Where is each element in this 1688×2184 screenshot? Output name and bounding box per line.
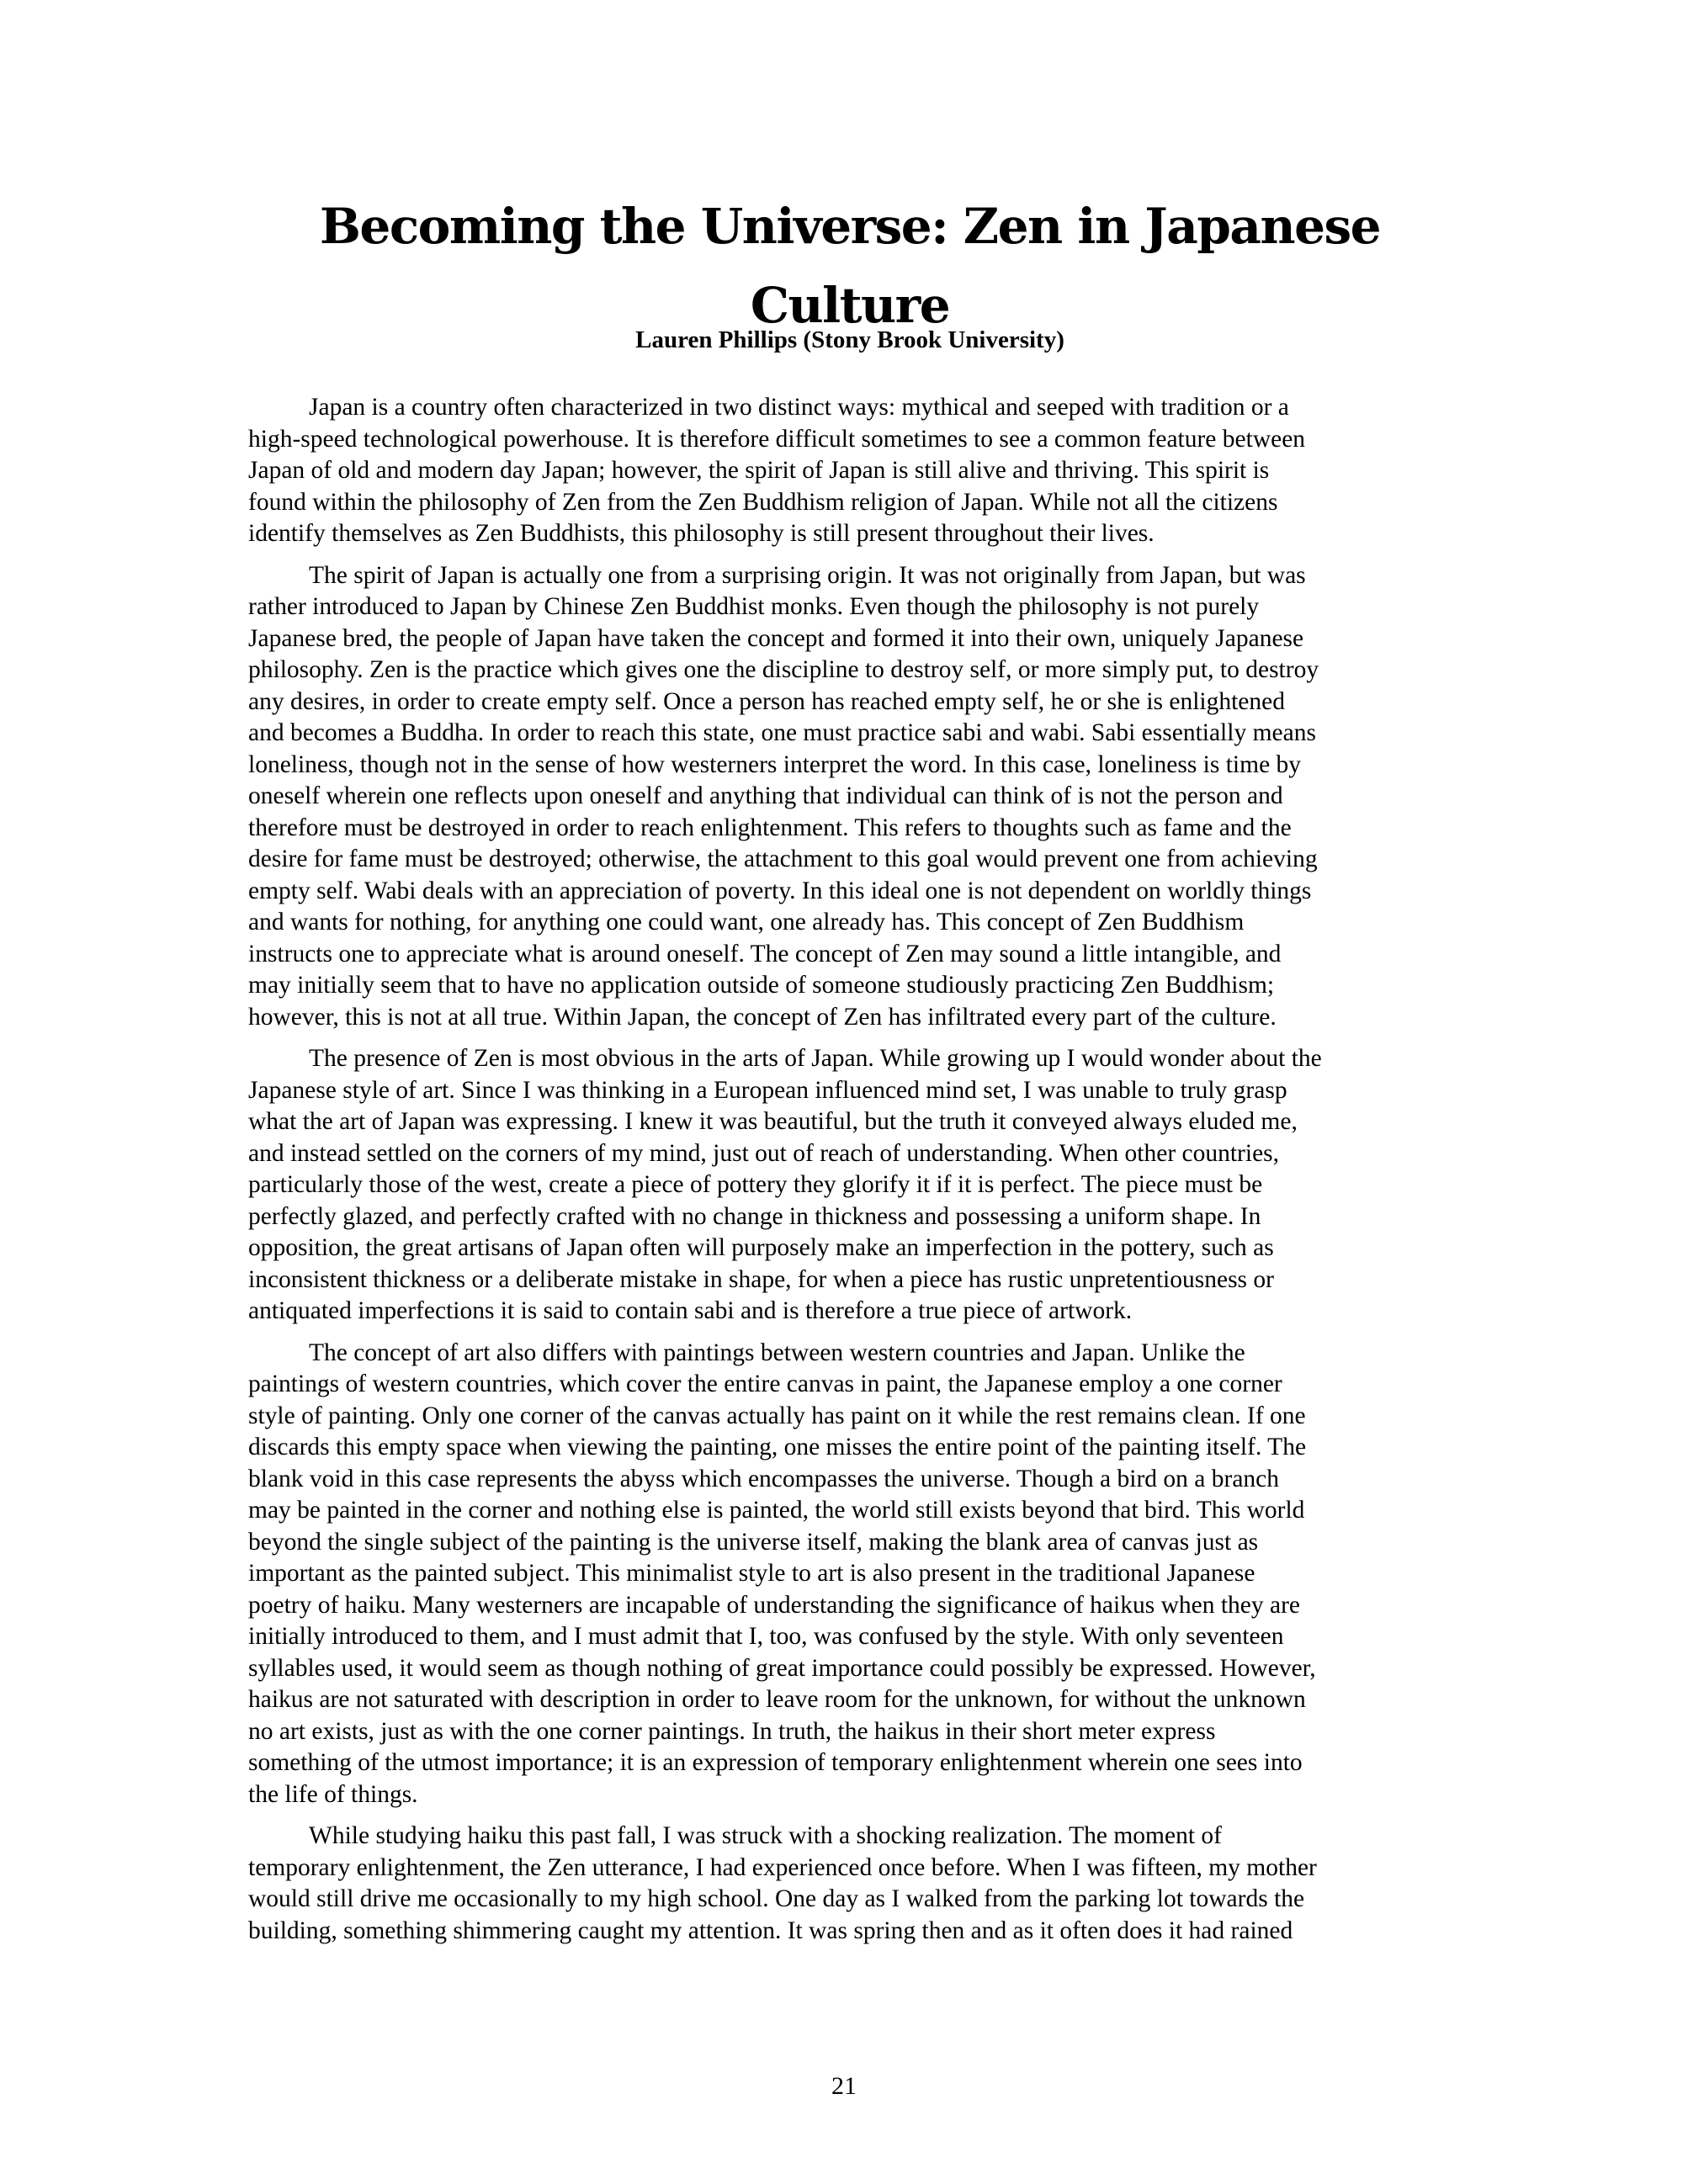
text-line: inconsistent thickness or a deliberate mistake in shape, for when a piece has rustic unpretentiousness or <box>248 1265 1274 1293</box>
text-line: and instead settled on the corners of my mind, just out of reach of understanding. When other countries, <box>248 1139 1280 1167</box>
text-line: particularly those of the west, create a piece of pottery they glorify it if it is perfect. The piece must be <box>248 1171 1263 1198</box>
text-line: found within the philosophy of Zen from the Zen Buddhism religion of Japan. While not all the citizens <box>248 488 1278 516</box>
text-line: Japanese bred, the people of Japan have taken the concept and formed it into their own, uniquely Japanese <box>248 624 1304 652</box>
text-line: Japan is a country often characterized in two distinct ways: mythical and seeped with tradition or a <box>309 394 1289 421</box>
text-line: no art exists, just as with the one corner paintings. In truth, the haikus in their short meter express <box>248 1717 1216 1745</box>
page-number: 21 <box>831 2072 857 2100</box>
text-line: The concept of art also differs with paintings between western countries and Japan. Unlike the <box>309 1338 1245 1366</box>
text-line: philosophy. Zen is the practice which gives one the discipline to destroy self, or more simply put, to destroy <box>248 656 1319 683</box>
text-line: and wants for nothing, for anything one could want, one already has. This concept of Zen Buddhism <box>248 909 1245 936</box>
text-line: any desires, in order to create empty self. Once a person has reached empty self, he or she is enlightened <box>248 687 1285 715</box>
text-line: poetry of haiku. Many westerners are incapable of understanding the significance of haikus when they are <box>248 1591 1301 1619</box>
text-line: desire for fame must be destroyed; otherwise, the attachment to this goal would prevent one from achieving <box>248 846 1318 872</box>
text-line: oneself wherein one reflects upon oneself and anything that individual can think of is not the person and <box>248 782 1283 809</box>
text-line: therefore must be destroyed in order to reach enlightenment. This refers to thoughts such as fame and the <box>248 814 1292 841</box>
text-line: blank void in this case represents the abyss which encompasses the universe. Though a bird on a branch <box>248 1465 1280 1492</box>
body-paragraph <box>248 1821 1460 1947</box>
text-line: haikus are not saturated with description in order to leave room for the unknown, for without the unknown <box>248 1686 1306 1713</box>
text-line: style of painting. Only one corner of the canvas actually has paint on it while the rest remains clean. If one <box>248 1402 1306 1429</box>
text-line: loneliness, though not in the sense of how westerners interpret the word. In this case, loneliness is time by <box>248 750 1302 778</box>
body-paragraph <box>248 1338 1460 1811</box>
text-line: Japanese style of art. Since I was thinking in a European influenced mind set, I was unable to truly grasp <box>248 1076 1287 1104</box>
text-line: The presence of Zen is most obvious in the arts of Japan. While growing up I would wonder about the <box>309 1045 1322 1072</box>
body-paragraph <box>248 560 1460 1034</box>
text-line: may be painted in the corner and nothing else is painted, the world still exists beyond that bird. This world <box>248 1497 1305 1524</box>
text-line: identify themselves as Zen Buddhists, this philosophy is still present throughout their lives. <box>248 520 1155 547</box>
text-line: high-speed technological powerhouse. It is therefore difficult sometimes to see a common feature between <box>248 425 1306 453</box>
article-body <box>248 392 1460 1957</box>
text-line: paintings of western countries, which cover the entire canvas in paint, the Japanese employ a one corner <box>248 1370 1282 1397</box>
text-line: however, this is not at all true. Within Japan, the concept of Zen has infiltrated every part of the culture. <box>248 1003 1277 1031</box>
text-line: The spirit of Japan is actually one from a surprising origin. It was not originally from Japan, but was <box>309 561 1306 589</box>
text-line: instructs one to appreciate what is around oneself. The concept of Zen may sound a little intangible, and <box>248 940 1282 967</box>
text-line: what the art of Japan was expressing. I knew it was beautiful, but the truth it conveyed always eluded me, <box>248 1108 1298 1135</box>
text-line: the life of things. <box>248 1780 418 1808</box>
text-line: important as the painted subject. This minimalist style to art is also present in the traditional Japanese <box>248 1560 1255 1587</box>
body-paragraph <box>248 1043 1460 1328</box>
text-line: perfectly glazed, and perfectly crafted with no change in thickness and possessing a uniform shape. In <box>248 1202 1261 1230</box>
text-line: would still drive me occasionally to my high school. One day as I walked from the parking lot towards the <box>248 1885 1305 1912</box>
author-byline: Lauren Phillips (Stony Brook University) <box>635 326 1064 353</box>
text-line: Japan of old and modern day Japan; however, the spirit of Japan is still alive and thriving. This spirit is <box>248 457 1270 484</box>
body-paragraph <box>248 392 1460 550</box>
text-line: rather introduced to Japan by Chinese Zen Buddhist monks. Even though the philosophy is not purely <box>248 593 1260 620</box>
article-title: Becoming the Universe: Zen in Japanese Culture <box>319 198 1381 334</box>
text-line: While studying haiku this past fall, I was struck with a shocking realization. The moment of <box>309 1822 1222 1849</box>
text-line: something of the utmost importance; it is an expression of temporary enlightenment wherein one sees into <box>248 1749 1303 1776</box>
text-line: syllables used, it would seem as though nothing of great importance could possibly be expressed. However, <box>248 1654 1316 1682</box>
text-line: initially introduced to them, and I must admit that I, too, was confused by the style. With only seventeen <box>248 1623 1284 1650</box>
text-line: discards this empty space when viewing the painting, one misses the entire point of the painting itself. The <box>248 1434 1307 1460</box>
text-line: beyond the single subject of the painting is the universe itself, making the blank area of canvas just as <box>248 1528 1259 1556</box>
text-line: may initially seem that to have no application outside of someone studiously practicing Zen Buddhism; <box>248 972 1275 999</box>
text-line: opposition, the great artisans of Japan often will purposely make an imperfection in the pottery, such as <box>248 1234 1274 1261</box>
text-line: temporary enlightenment, the Zen utterance, I had experienced once before. When I was fifteen, my mother <box>248 1853 1317 1881</box>
text-line: empty self. Wabi deals with an appreciation of poverty. In this ideal one is not dependent on worldly things <box>248 877 1312 904</box>
text-line: antiquated imperfections it is said to contain sabi and is therefore a true piece of artwork. <box>248 1297 1133 1324</box>
text-line: and becomes a Buddha. In order to reach this state, one must practice sabi and wabi. Sabi essentially means <box>248 719 1316 746</box>
text-line: building, something shimmering caught my attention. It was spring then and as it often does it had rained <box>248 1916 1293 1944</box>
